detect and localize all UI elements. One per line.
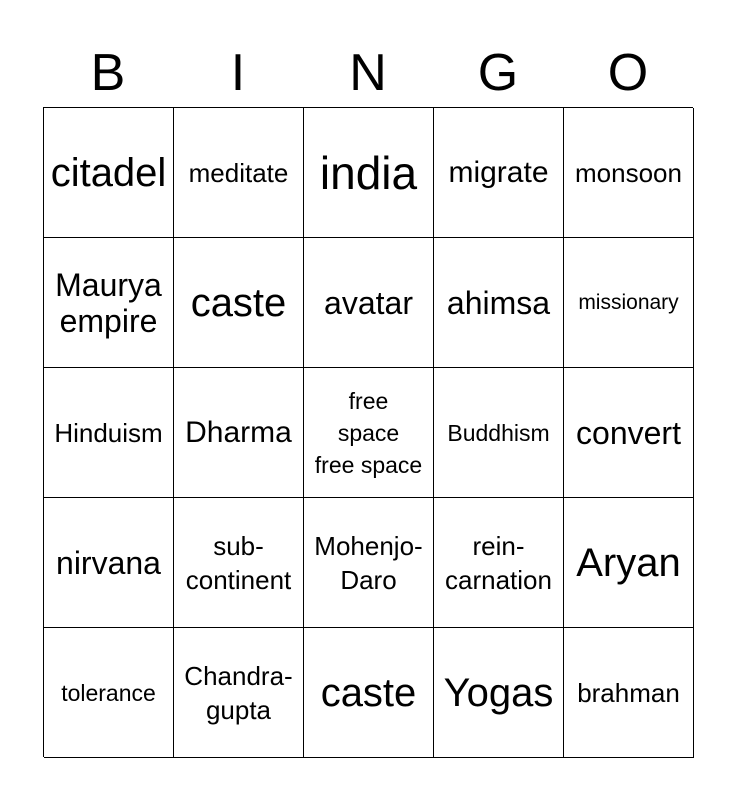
cell-label: monsoon (575, 157, 682, 188)
cell-label: avatar (324, 284, 413, 321)
header-letter-g: G (477, 44, 519, 102)
cell-label: rein- carnation (445, 530, 552, 595)
header-letter-b: B (90, 44, 126, 102)
bingo-cell[interactable] (44, 368, 174, 498)
bingo-cell[interactable] (304, 108, 434, 238)
cell-label: india (319, 146, 418, 199)
cell-label: caste (320, 670, 417, 715)
bingo-cell[interactable] (564, 628, 694, 758)
cell-label: citadel (50, 150, 167, 195)
bingo-cell[interactable] (304, 238, 434, 368)
cell-label: caste (190, 280, 287, 325)
free-space-cell[interactable] (304, 368, 434, 498)
bingo-cell[interactable] (174, 498, 304, 628)
cell-label: free space free space (314, 387, 423, 478)
cell-label: Maurya empire (55, 266, 162, 339)
cell-label: nirvana (56, 544, 161, 581)
bingo-grid (43, 107, 693, 757)
cell-label: meditate (188, 157, 289, 188)
bingo-header (43, 42, 693, 104)
cell-label: Aryan (576, 540, 681, 585)
bingo-cell[interactable] (174, 628, 304, 758)
bingo-cell[interactable] (44, 498, 174, 628)
bingo-cell[interactable] (564, 498, 694, 628)
bingo-cell[interactable] (434, 628, 564, 758)
bingo-cell[interactable] (434, 238, 564, 368)
header-letter-i: I (230, 44, 246, 102)
bingo-cell[interactable] (174, 368, 304, 498)
header-letter-n: N (349, 44, 387, 102)
header-letter-o: O (607, 44, 649, 102)
cell-label: brahman (577, 677, 680, 708)
bingo-cell[interactable] (434, 108, 564, 238)
cell-label: sub- continent (185, 530, 292, 595)
cell-label: tolerance (61, 679, 156, 706)
cell-label: Mohenjo- Daro (314, 530, 423, 595)
cell-label: Hinduism (54, 417, 163, 448)
bingo-cell[interactable] (434, 368, 564, 498)
bingo-cell[interactable] (304, 498, 434, 628)
bingo-cell[interactable] (564, 368, 694, 498)
cell-label: convert (576, 414, 681, 451)
cell-label: ahimsa (446, 284, 551, 321)
bingo-cell[interactable] (44, 108, 174, 238)
cell-label: Chandra- gupta (184, 660, 293, 725)
bingo-cell[interactable] (44, 628, 174, 758)
bingo-cell[interactable] (304, 628, 434, 758)
bingo-cell[interactable] (44, 238, 174, 368)
cell-label: missionary (578, 290, 679, 314)
cell-label: Yogas (443, 670, 554, 715)
bingo-cell[interactable] (174, 108, 304, 238)
bingo-cell[interactable] (564, 108, 694, 238)
cell-label: Buddhism (447, 419, 550, 446)
bingo-cell[interactable] (434, 498, 564, 628)
cell-label: Dharma (185, 415, 292, 449)
cell-label: migrate (448, 155, 549, 189)
bingo-cell[interactable] (564, 238, 694, 368)
bingo-cell[interactable] (174, 238, 304, 368)
